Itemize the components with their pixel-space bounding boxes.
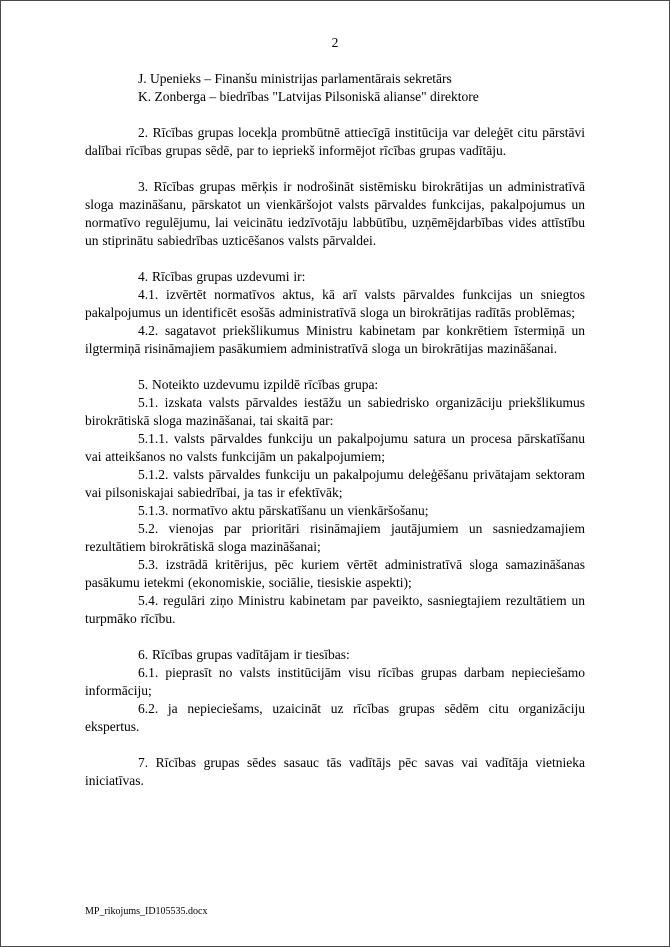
footer-filename: MP_rikojums_ID105535.docx (85, 906, 208, 917)
paragraph-7: 7. Rīcības grupas sēdes sasauc tās vadītājs pēc savas vai vadītāja vietnieka iniciatīvas. (85, 755, 585, 788)
paragraph-5-1: 5.1. izskata valsts pārvaldes iestāžu un sabiedrisko organizāciju priekšlikumus birokrātiskā sloga mazināšanai, tai skaitā par: (85, 395, 585, 428)
paragraph-4-1: 4.1. izvērtēt normatīvos aktus, kā arī valsts pārvaldes funkcijas un sniegtos pakalpojumus un identificēt esošās administratīvā sloga un birokrātijas radītās problēmas; (85, 287, 585, 320)
paragraph-5-4: 5.4. regulāri ziņo Ministru kabinetam par paveikto, sasniegtajiem rezultātiem un turpmāko rīcību. (85, 593, 585, 626)
paragraph-5-heading: 5. Noteikto uzdevumu izpildē rīcības grupa: (138, 377, 379, 392)
paragraph-5-1-2: 5.1.2. valsts pārvaldes funkciju un pakalpojumu deleģēšanu privātajam sektoram vai pilsoniskajai sabiedrībai, ja tas ir efektīvāk; (85, 467, 585, 500)
paragraph-5-3: 5.3. izstrādā kritērijus, pēc kuriem vērtēt administratīvā sloga samazināšanas pasākumu ietekmi (ekonomiskie, sociālie, tiesiskie aspekti); (85, 557, 585, 590)
paragraph-6-heading: 6. Rīcības grupas vadītājam ir tiesības: (138, 647, 350, 662)
paragraph-5-1-1: 5.1.1. valsts pārvaldes funkciju un pakalpojumu satura un procesa pārskatīšanu vai atteikšanos no valsts funkcijām un pakalpojumiem; (85, 431, 585, 464)
paragraph-4-heading: 4. Rīcības grupas uzdevumi ir: (138, 269, 306, 284)
paragraph-6-1: 6.1. pieprasīt no valsts institūcijām visu rīcības grupas darbam nepieciešamo informāciju; (85, 665, 585, 698)
paragraph-3: 3. Rīcības grupas mērķis ir nodrošināt sistēmisku birokrātijas un administratīvā sloga mazināšanu, pārskatot un vienkāršojot valsts pārvaldes funkcijas, pakalpojumus un normatīvo regulējumu, lai veicinātu iedzīvotāju labbūtību, uzņēmējdarbības vides attīstību un stiprinātu sabiedrības uzticēšanos valsts pārvaldei. (85, 179, 585, 248)
paragraph-5-1-3: 5.1.3. normatīvo aktu pārskatīšanu un vienkāršošanu; (138, 503, 429, 518)
paragraph-6-2: 6.2. ja nepieciešams, uzaicināt uz rīcības grupas sēdēm citu organizāciju ekspertus. (85, 701, 585, 734)
paragraph-4-2: 4.2. sagatavot priekšlikumus Ministru kabinetam par konkrētiem īstermiņā un ilgtermiņā risināmajiem pasākumiem administratīvā sloga un birokrātijas mazināšanai. (85, 323, 585, 356)
page-number: 2 (331, 35, 339, 50)
signatory-line: J. Upenieks – Finanšu ministrijas parlamentārais sekretārs (138, 71, 452, 86)
signatory-line: K. Zonberga – biedrības "Latvijas Pilsoniskā alianse" direktore (138, 89, 479, 104)
paragraph-5-2: 5.2. vienojas par prioritāri risināmajiem jautājumiem un sasniedzamajiem rezultātiem birokrātiskā sloga mazināšanai; (85, 521, 585, 554)
signatories-block (85, 70, 585, 106)
paragraph-2: 2. Rīcības grupas locekļa prombūtnē attiecīgā institūcija var deleģēt citu pārstāvi dalībai rīcības grupas sēdē, par to iepriekš informējot rīcības grupas vadītāju. (85, 125, 585, 158)
